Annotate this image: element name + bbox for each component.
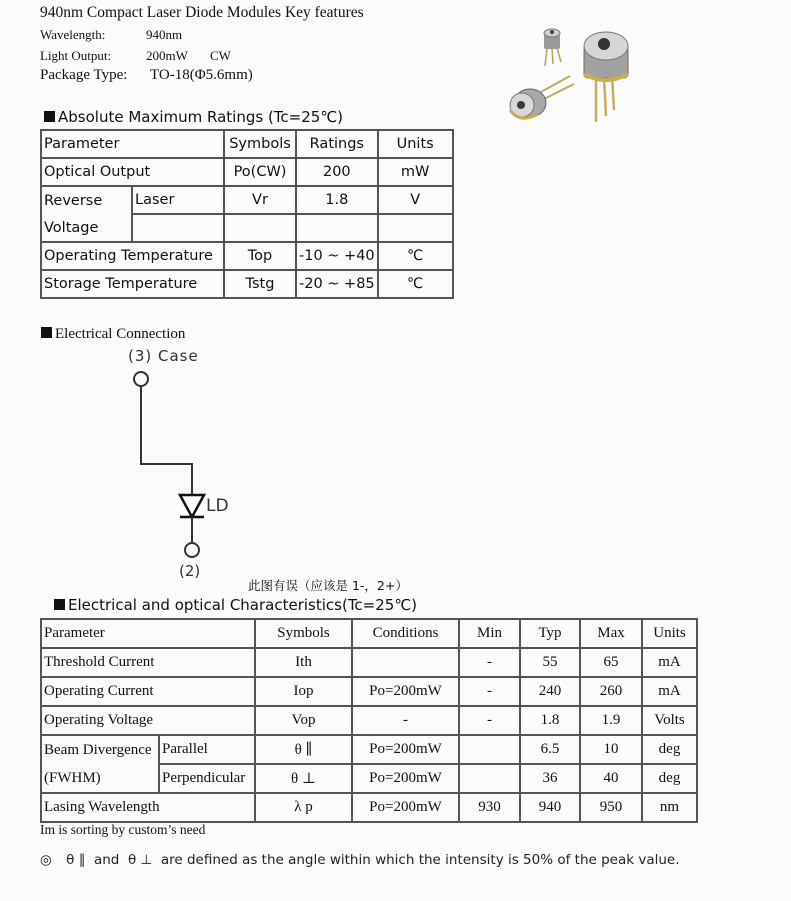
connection-diagram	[120, 345, 270, 585]
cell-symbol: Po(CW)	[224, 158, 296, 186]
cell-param: Optical Output	[41, 158, 224, 186]
cell-symbol: Vr	[224, 186, 296, 214]
cell-param: Threshold Current	[41, 648, 255, 677]
cell-param-cont: (FWHM)	[41, 764, 159, 793]
cell-empty	[132, 214, 224, 242]
cell-sub-param: Perpendicular	[159, 764, 255, 793]
cell-param-cont: Voltage	[41, 214, 132, 242]
cell-max: 10	[580, 735, 642, 764]
cell-unit: nm	[642, 793, 697, 822]
cell-unit: mA	[642, 648, 697, 677]
square-bullet-icon	[54, 599, 65, 610]
divergence-note-text: θ ∥ and θ ⊥ are defined as the angle within which the intensity is 50% of the peak value.	[66, 852, 680, 868]
cell-typ: 55	[520, 648, 580, 677]
cell-rating: -10 ~ +40	[296, 242, 378, 270]
cell-sub-param: Parallel	[159, 735, 255, 764]
square-bullet-icon	[41, 327, 52, 338]
cell-typ: 36	[520, 764, 580, 793]
square-bullet-icon	[44, 111, 55, 122]
laser-diode-icon	[180, 495, 204, 517]
table-row	[41, 735, 697, 764]
cell-sub-param: Laser	[132, 186, 224, 214]
col-header-conditions: Conditions	[352, 619, 459, 648]
spec-light-output-label: Light Output:	[40, 48, 112, 63]
cell-max: 1.9	[580, 706, 642, 735]
cell-condition: -	[352, 706, 459, 735]
col-header-max: Max	[580, 619, 642, 648]
cell-rating: 200	[296, 158, 378, 186]
eo-heading: Electrical and optical Characteristics(Tc=25℃)	[54, 596, 417, 614]
cell-empty	[224, 214, 296, 242]
cell-param: Reverse	[41, 186, 132, 214]
cell-unit: deg	[642, 764, 697, 793]
cell-min	[459, 735, 520, 764]
wire	[141, 386, 192, 495]
table-row	[41, 793, 697, 822]
cell-empty	[296, 214, 378, 242]
col-header-units: Units	[378, 130, 453, 158]
pin2-terminal-icon	[185, 543, 199, 557]
cell-unit: ℃	[378, 270, 453, 298]
cell-unit: Volts	[642, 706, 697, 735]
table-row	[41, 270, 453, 298]
col-header-ratings: Ratings	[296, 130, 378, 158]
col-header-parameter: Parameter	[41, 130, 224, 158]
cell-unit: deg	[642, 735, 697, 764]
cell-min: -	[459, 648, 520, 677]
cell-rating: -20 ~ +85	[296, 270, 378, 298]
cell-min	[459, 764, 520, 793]
cell-unit: V	[378, 186, 453, 214]
table-row	[41, 648, 697, 677]
table-row	[41, 158, 453, 186]
cell-param: Lasing Wavelength	[41, 793, 255, 822]
doc-title: 940nm Compact Laser Diode Modules Key features	[40, 4, 364, 21]
small-laser-diode-icon	[544, 29, 561, 66]
divergence-note	[40, 852, 680, 868]
cell-min: -	[459, 706, 520, 735]
abs-max-table	[40, 129, 454, 299]
cell-symbol: Vop	[255, 706, 352, 735]
cell-max: 65	[580, 648, 642, 677]
col-header-units: Units	[642, 619, 697, 648]
tilted-laser-diode-icon	[510, 76, 574, 118]
spec-package-value: TO-18(Φ5.6mm)	[150, 67, 253, 83]
spec-wavelength-value: 940nm	[146, 27, 183, 42]
cell-max: 950	[580, 793, 642, 822]
cell-condition: Po=200mW	[352, 793, 459, 822]
col-header-parameter: Parameter	[41, 619, 255, 648]
cell-symbol: θ ⊥	[255, 764, 352, 793]
cell-max: 260	[580, 677, 642, 706]
col-header-symbols: Symbols	[224, 130, 296, 158]
cell-param: Operating Temperature	[41, 242, 224, 270]
cell-condition: Po=200mW	[352, 677, 459, 706]
cell-unit: mW	[378, 158, 453, 186]
col-header-symbols: Symbols	[255, 619, 352, 648]
bullet-icon: ◎	[40, 852, 52, 868]
cell-symbol: Tstg	[224, 270, 296, 298]
cell-symbol: λ p	[255, 793, 352, 822]
cell-symbol: Iop	[255, 677, 352, 706]
col-header-typ: Typ	[520, 619, 580, 648]
diagram-correction-note: 此图有误（应该是 1-，2+）	[248, 578, 408, 593]
cell-typ: 6.5	[520, 735, 580, 764]
spec-light-output-mode: CW	[210, 48, 231, 63]
large-laser-diode-icon	[584, 32, 628, 122]
cell-symbol: Top	[224, 242, 296, 270]
cell-param: Operating Voltage	[41, 706, 255, 735]
pin3-label: (3) Case	[128, 347, 199, 365]
table-header-row	[41, 130, 453, 158]
eo-table	[40, 618, 698, 823]
sorting-note: Im is sorting by custom’s need	[40, 822, 206, 837]
table-row	[41, 764, 697, 793]
table-row	[41, 706, 697, 735]
diode-label: LD	[206, 496, 229, 516]
table-row	[41, 186, 453, 214]
spec-light-output-value: 200mW	[146, 48, 188, 63]
cell-param: Storage Temperature	[41, 270, 224, 298]
cell-typ: 240	[520, 677, 580, 706]
pin3-terminal-icon	[134, 372, 148, 386]
table-row	[41, 242, 453, 270]
cell-param: Operating Current	[41, 677, 255, 706]
table-header-row	[41, 619, 697, 648]
table-row	[41, 677, 697, 706]
laser-diode-product-image	[500, 18, 645, 130]
cell-symbol: Ith	[255, 648, 352, 677]
spec-package-label: Package Type:	[40, 67, 128, 83]
connection-heading: Electrical Connection	[41, 326, 185, 343]
cell-condition	[352, 648, 459, 677]
cell-empty	[378, 214, 453, 242]
cell-unit: mA	[642, 677, 697, 706]
spec-wavelength-label: Wavelength:	[40, 27, 106, 42]
cell-max: 40	[580, 764, 642, 793]
cell-min: 930	[459, 793, 520, 822]
abs-max-heading: Absolute Maximum Ratings (Tc=25℃)	[44, 108, 343, 126]
cell-typ: 940	[520, 793, 580, 822]
cell-unit: ℃	[378, 242, 453, 270]
cell-rating: 1.8	[296, 186, 378, 214]
cell-min: -	[459, 677, 520, 706]
table-row	[41, 214, 453, 242]
pin2-label: (2)	[179, 562, 201, 580]
cell-typ: 1.8	[520, 706, 580, 735]
col-header-min: Min	[459, 619, 520, 648]
cell-condition: Po=200mW	[352, 735, 459, 764]
cell-condition: Po=200mW	[352, 764, 459, 793]
cell-symbol: θ ∥	[255, 735, 352, 764]
cell-param: Beam Divergence	[41, 735, 159, 764]
